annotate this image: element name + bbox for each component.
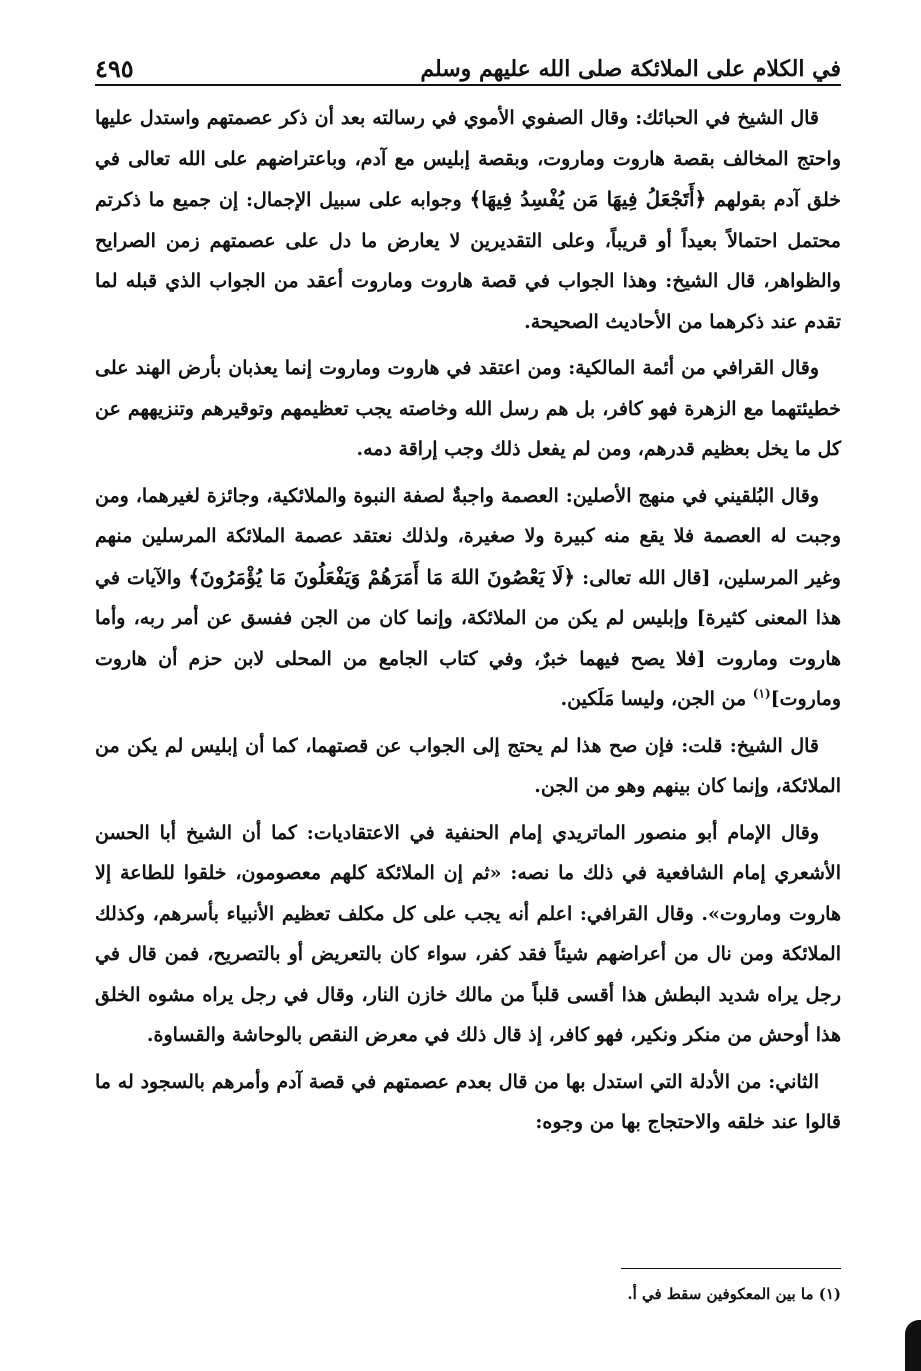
body-text	[95, 98, 841, 1149]
paragraph-2	[95, 348, 841, 470]
header-rule	[95, 84, 841, 86]
paragraph-6	[95, 1062, 841, 1143]
page-number: ٤٩٥	[95, 54, 134, 83]
paragraph-text: وقال القرافي من أئمة المالكية: ومن اعتقد في هاروت وماروت إنما يعذبان بأرض الهند على خطيئتهما مع الزهرة فهو كافر، بل هم رسل الله وخاصته يجب تعظيمهم وتوقيرهم وتنزيههم عن كل ما يخل بعظيم قدرهم، ومن لم يفعل ذلك وجب إراقة دمه.	[95, 357, 841, 460]
paragraph-text: وجوابه على سبيل الإجمال: إن جميع ما ذكرتم محتمل احتمالاً بعيداً أو قريباً، وعلى التقديرين لا يعارض ما دل على عصمتهم زمن الصرايح والظواهر، قال الشيخ: وهذا الجواب في قصة هاروت وماروت أعقد من الجواب الذي قبله لما تقدم عند ذكرهما من الأحاديث الصحيحة.	[95, 189, 841, 333]
paragraph-text: وقال البُلقيني في منهج الأصلين: العصمة واجبةٌ لصفة النبوة والملائكية، وجائزة لغيرهما، ومن وجبت له العصمة فلا يقع منه كبيرة ولا صغيرة، ولذلك نعتقد عصمة الملائكة المرسلين منهم وغير المرسلين، [قال الله تعالى:	[95, 484, 841, 589]
paragraph-text: الثاني: من الأدلة التي استدل بها من قال بعدم عصمتهم في قصة آدم وأمرهم بالسجود له ما قالوا عند خلقه والاحتجاج بها من وجوه:	[95, 1070, 841, 1133]
quran-verse: ﴿لَا يَعْصُونَ اللهَ مَا أَمَرَهُمْ وَيَفْعَلُونَ مَا يُؤْمَرُونَ﴾	[188, 564, 576, 589]
paragraph-text: قال الشيخ: قلت: فإن صح هذا لم يحتج إلى الجواب عن قصتهما، كما أن إبليس لم يكن من الملائكة، وإنما كان بينهم وهو من الجن.	[95, 734, 841, 797]
paragraph-text: وقال الإمام أبو منصور الماتريدي إمام الحنفية في الاعتقاديات: كما أن الشيخ أبا الحسن الأشعري إمام الشافعية في ذلك ما نصه: «ثم إن الملائكة كلهم معصومون، خلقوا للطاعة إلا هاروت وماروت». وقال القرافي: اعلم أنه يجب على كل مكلف تعظيم الأنبياء بأسرهم، وكذلك الملائكة ومن نال من أعراضهم شيئاً فقد كفر، سواء كان بالتعريض أو بالتصريح، فمن قال في رجل يراه شديد البطش هذا أقسى قلباً من مالك خازن النار، وقال في رجل يراه مشوه الخلق هذا أوحش من منكر ونكير، فهو كافر، إذ قال ذلك في معرض النقص بالوحاشة والقساوة.	[95, 821, 841, 1046]
footnote-reference[interactable]: (١)	[752, 686, 771, 701]
paragraph-text: من الجن، وليسا مَلَكين.	[560, 688, 753, 710]
quran-verse: ﴿أَتَجْعَلُ فِيهَا مَن يُفْسِدُ فِيهَا﴾	[469, 187, 707, 211]
paragraph-1	[95, 98, 841, 342]
paragraph-text: قال الشيخ في الحبائك: وقال الصفوي الأموي في رسالته بعد أن ذكر عصمتهم واستدل عليها واحتج المخالف بقصة هاروت وماروت، وبقصة إبليس مع آدم، وباعتراضهم على الله تعالى في خلق آدم بقولهم	[95, 107, 842, 211]
paragraph-4	[95, 726, 841, 807]
paragraph-text: والآيات في هذا المعنى كثيرة] وإبليس لم يكن من الملائكة، وإنما كان من الجن ففسق عن أمر ربه، وأما هاروت وماروت [فلا يصح فيهما خبرٌ، وفي كتاب الجامع من المحلى لابن حزم أن هاروت وماروت]	[95, 566, 841, 710]
page-header	[95, 38, 841, 84]
footnote-rule	[621, 1268, 841, 1269]
footnote: (١) ما بين المعكوفين سقط في أ.	[627, 1285, 841, 1303]
running-title: في الكلام على الملائكة صلى الله عليهم وسلم	[420, 56, 841, 82]
paragraph-5	[95, 813, 841, 1056]
scan-edge-mark	[905, 1320, 921, 1371]
paragraph-3	[95, 476, 841, 720]
